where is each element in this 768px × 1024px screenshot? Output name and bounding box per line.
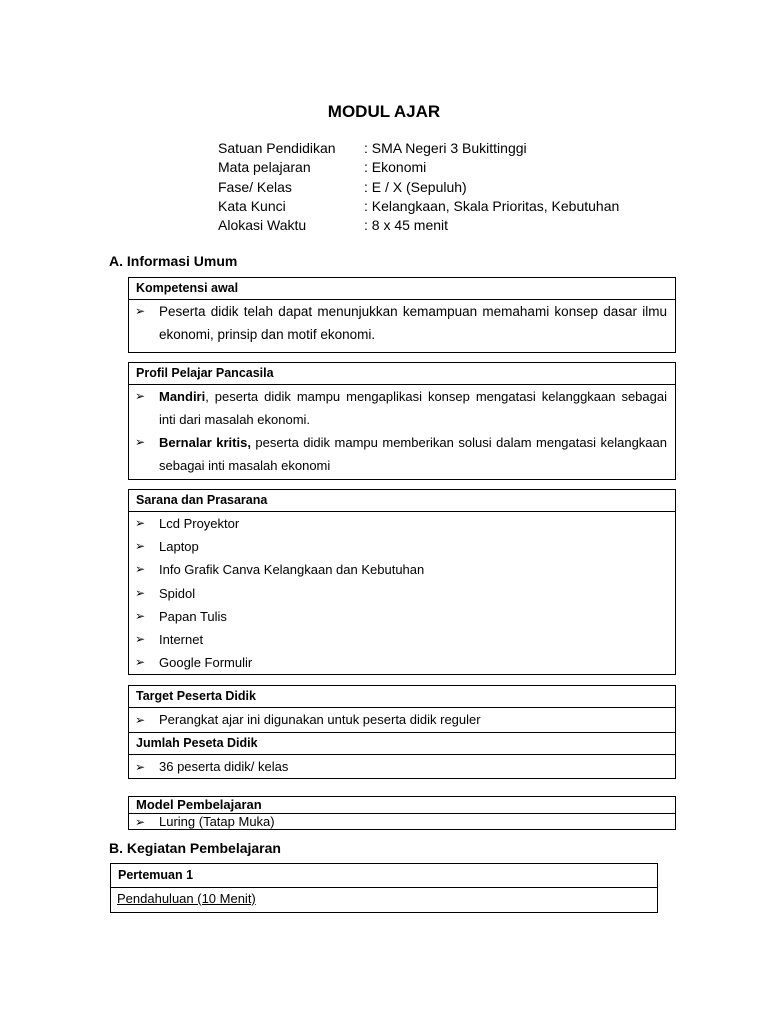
meta-value: : SMA Negeri 3 Bukittinggi	[364, 140, 527, 156]
arrow-bullet-icon: ➢	[135, 435, 146, 449]
meta-label: Fase/ Kelas	[218, 178, 292, 195]
pertemuan-item: Pendahuluan (10 Menit)	[117, 891, 256, 906]
sarana-item-text: Info Grafik Canva Kelangkaan dan Kebutuhan	[159, 562, 425, 578]
arrow-bullet-icon: ➢	[135, 562, 146, 577]
arrow-bullet-icon: ➢	[135, 815, 146, 829]
meta-row-fase	[218, 178, 619, 197]
jumlah-item	[129, 755, 675, 779]
sarana-header: Sarana dan Prasarana	[129, 490, 675, 512]
profil-item-text: , peserta didik mampu mengaplikasi konsep mengatasi kelanggkaan sebagai inti dari masalah ekonomi.	[159, 389, 667, 427]
sarana-item-text: Papan Tulis	[159, 608, 227, 624]
document-title: MODUL AJAR	[327, 102, 441, 121]
arrow-bullet-icon: ➢	[135, 608, 146, 623]
kompetensi-text: Peserta didik telah dapat menunjukkan kemampuan memahami konsep dasar ilmu ekonomi, prinsip dan motif ekonomi.	[159, 304, 667, 342]
meta-value: : Ekonomi	[364, 159, 427, 176]
kompetensi-item	[129, 300, 675, 346]
sarana-item	[129, 512, 675, 535]
arrow-bullet-icon: ➢	[135, 516, 146, 530]
profil-item-text: peserta didik mampu memberikan solusi dalam mengatasi kelangkaan sebagai inti masalah ekonomi	[159, 435, 667, 473]
jumlah-item-text: 36 peserta didik/ kelas	[159, 759, 289, 774]
sarana-item	[129, 605, 675, 628]
model-item	[129, 814, 675, 830]
arrow-bullet-icon: ➢	[135, 304, 146, 318]
meta-row-kata-kunci	[218, 197, 619, 216]
meta-value: : E / X (Sepuluh)	[364, 178, 467, 195]
sarana-item-text: Lcd Proyektor	[159, 516, 240, 531]
section-b-heading: B. Kegiatan Pembelajaran	[109, 840, 281, 856]
sarana-item	[129, 535, 675, 558]
sarana-box	[128, 489, 676, 675]
kompetensi-header: Kompetensi awal	[129, 278, 675, 300]
profil-item-bold: Bernalar kritis,	[159, 435, 251, 450]
arrow-bullet-icon: ➢	[135, 760, 146, 774]
arrow-bullet-icon: ➢	[135, 655, 146, 670]
meta-label: Alokasi Waktu	[218, 217, 307, 234]
profil-item-bernalar	[129, 431, 675, 477]
sarana-item-text: Internet	[159, 632, 204, 648]
document-meta	[218, 139, 619, 235]
profil-item-bold: Mandiri	[159, 389, 206, 404]
arrow-bullet-icon: ➢	[135, 632, 146, 647]
model-item-text: Luring (Tatap Muka)	[159, 814, 275, 829]
meta-value: : Kelangkaan, Skala Prioritas, Kebutuhan	[364, 197, 620, 214]
kompetensi-box	[128, 277, 676, 353]
sarana-item	[129, 582, 675, 605]
meta-value: : 8 x 45 menit	[364, 217, 449, 234]
sarana-item	[129, 558, 675, 581]
sarana-item	[129, 628, 675, 651]
profil-item-mandiri	[129, 385, 675, 431]
arrow-bullet-icon: ➢	[135, 585, 146, 600]
pertemuan-box	[110, 863, 658, 913]
sarana-item-text: Google Formulir	[159, 655, 253, 671]
sarana-item-text: Laptop	[159, 539, 199, 555]
meta-row-alokasi	[218, 216, 619, 235]
target-item-text: Perangkat ajar ini digunakan untuk peserta didik reguler	[159, 712, 481, 727]
model-box	[128, 796, 676, 830]
profil-box	[128, 362, 676, 480]
arrow-bullet-icon: ➢	[135, 539, 146, 554]
meta-label: Kata Kunci	[218, 197, 286, 214]
jumlah-header: Jumlah Peseta Didik	[129, 732, 675, 755]
model-header: Model Pembelajaran	[129, 797, 675, 814]
profil-header: Profil Pelajar Pancasila	[129, 363, 675, 385]
arrow-bullet-icon: ➢	[135, 389, 146, 403]
target-item	[129, 708, 675, 732]
target-header: Target Peserta Didik	[129, 686, 675, 708]
meta-label: Satuan Pendidikan	[218, 140, 336, 156]
meta-label: Mata pelajaran	[218, 159, 311, 176]
meta-row-satuan	[218, 139, 619, 158]
sarana-item-text: Spidol	[159, 585, 196, 601]
arrow-bullet-icon: ➢	[135, 713, 146, 727]
pertemuan-header: Pertemuan 1	[111, 864, 657, 888]
meta-row-mapel	[218, 158, 619, 177]
target-box	[128, 685, 676, 779]
section-a-heading: A. Informasi Umum	[109, 253, 238, 269]
sarana-item	[129, 651, 675, 674]
